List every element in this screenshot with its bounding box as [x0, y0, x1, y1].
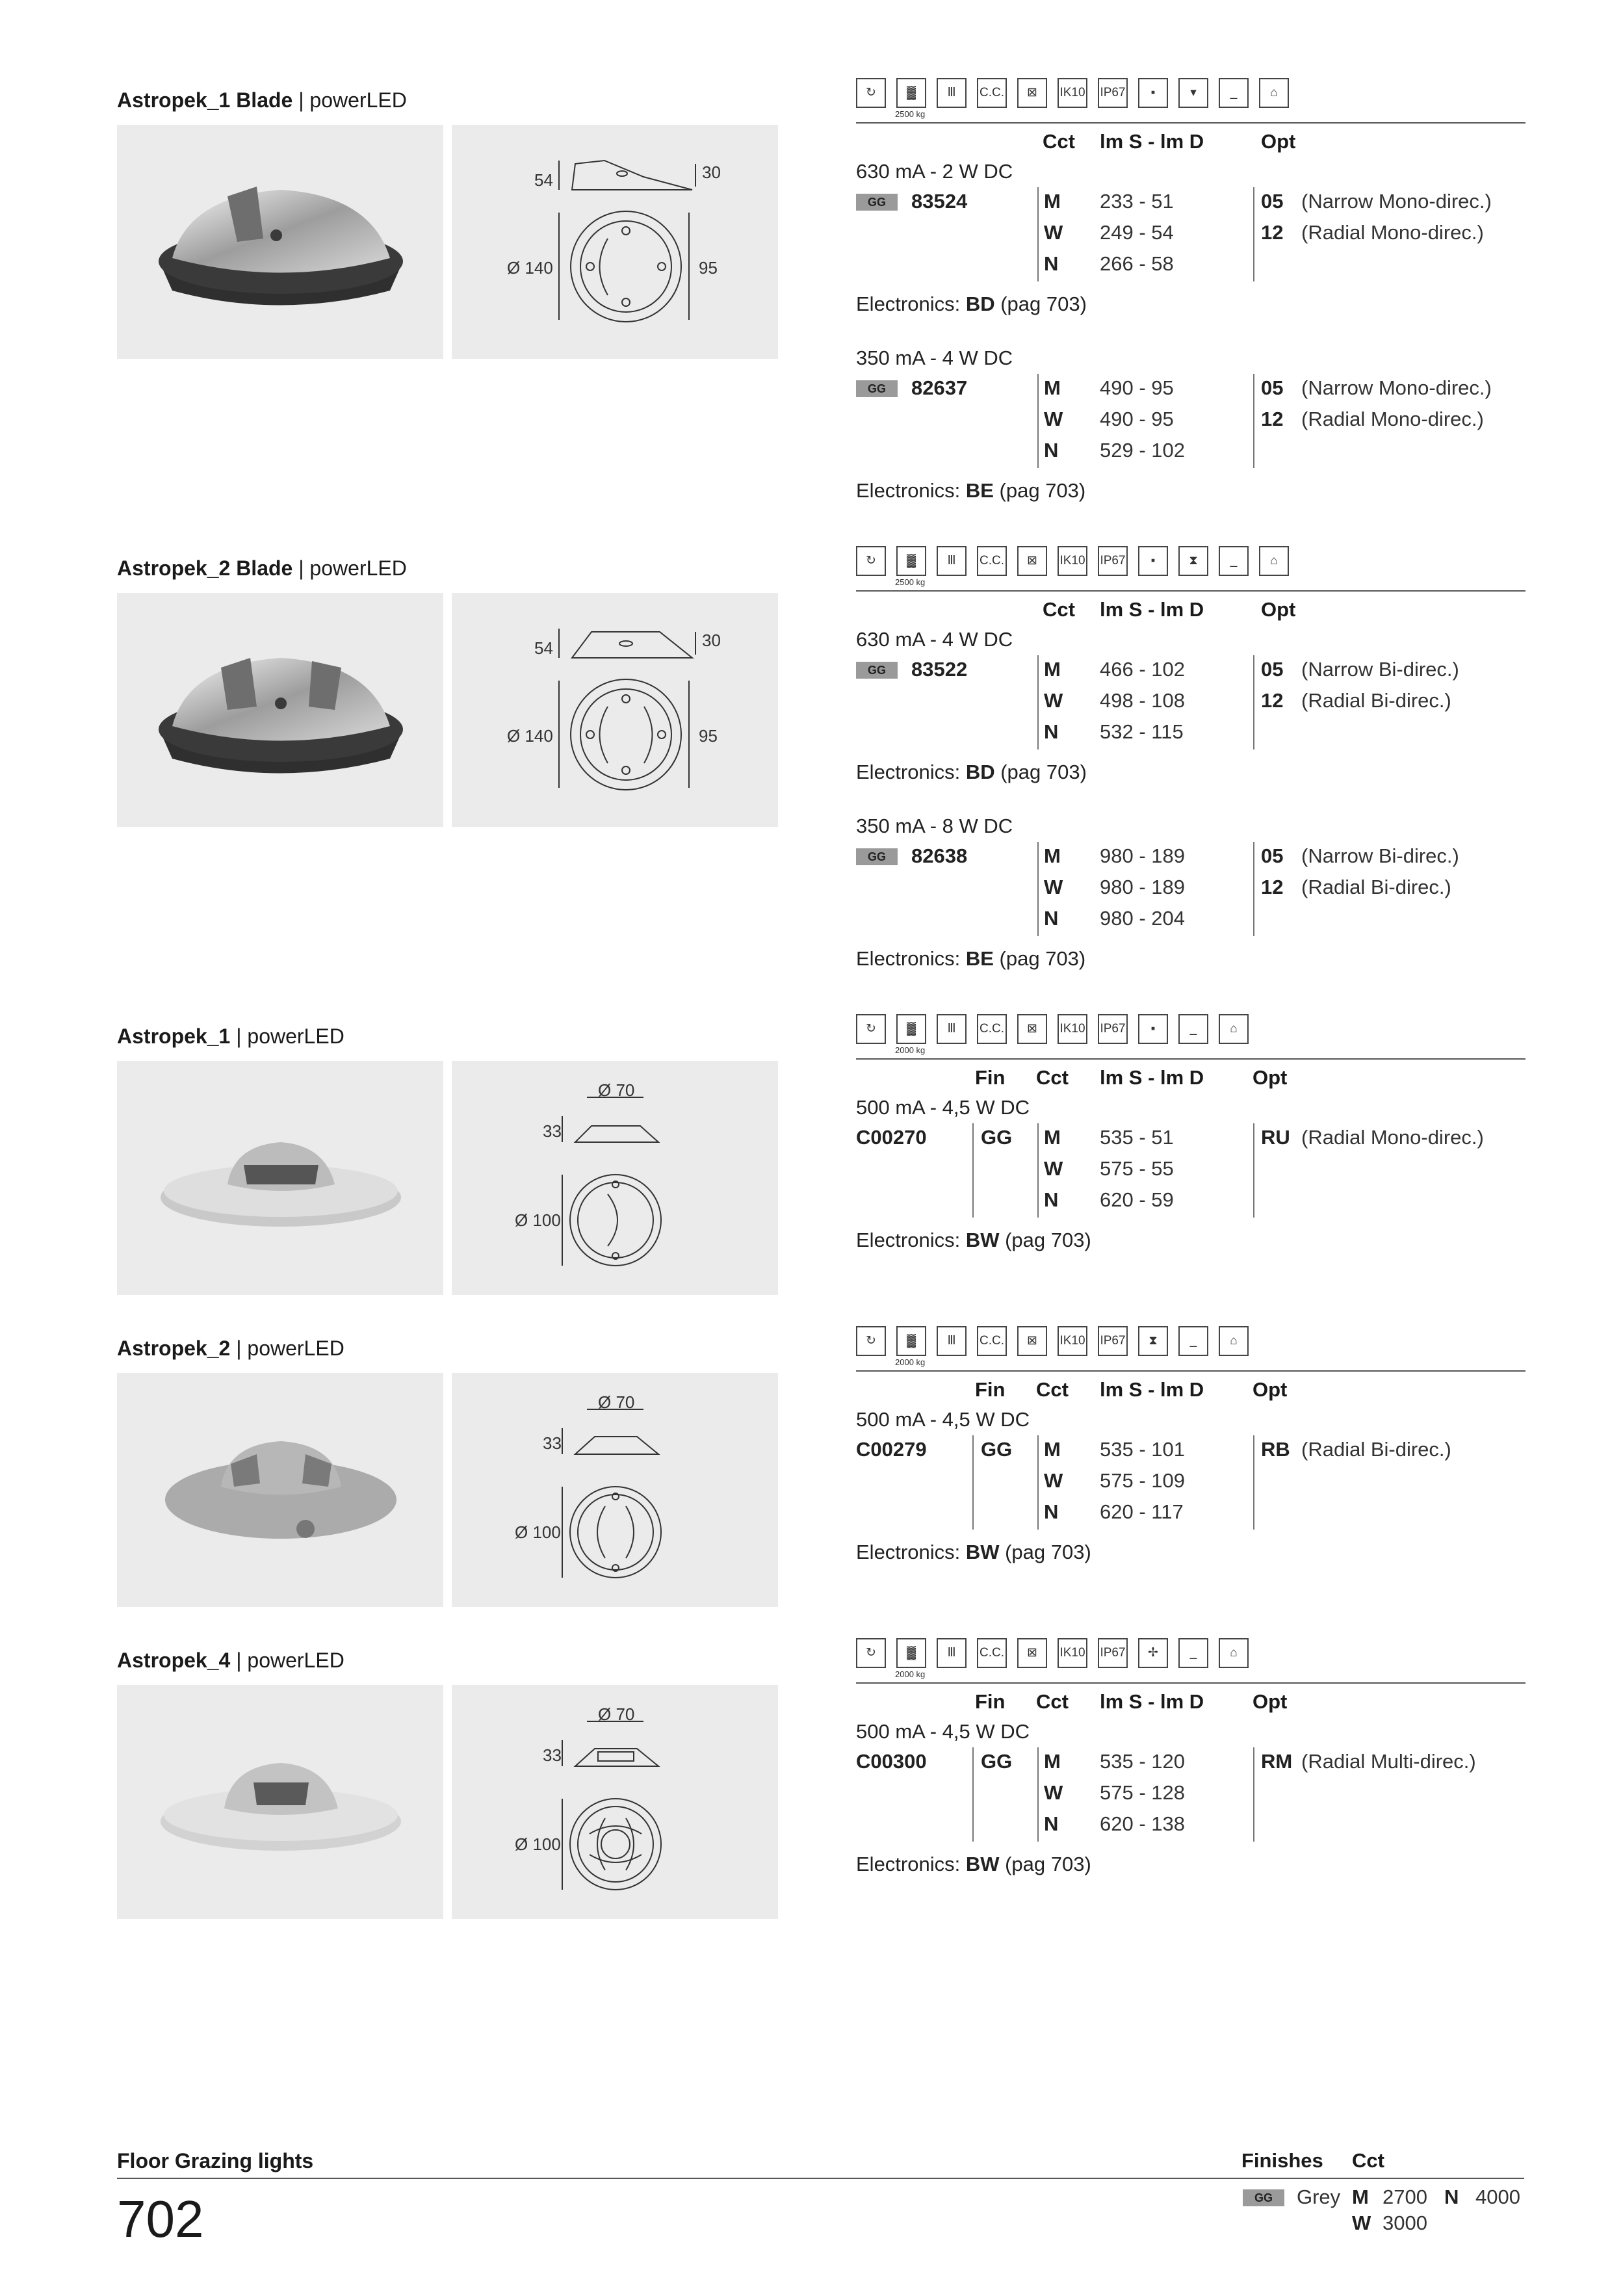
title-separator: |	[230, 1649, 248, 1672]
electronics-label: Electronics:	[856, 1853, 966, 1875]
finish-badge: GG	[856, 194, 898, 211]
cct-code: M	[1044, 376, 1061, 399]
outdoor-icon: ⌂	[1219, 1014, 1249, 1044]
blade-luminaire-image	[117, 125, 443, 359]
lumen-value: 532 - 115	[1100, 720, 1184, 743]
electronics-label: Electronics:	[856, 1229, 966, 1251]
electronics-line	[856, 479, 1085, 502]
dim-diameter: Ø 140	[507, 258, 553, 278]
technical-drawing	[452, 593, 778, 827]
electronics-line	[856, 1853, 1091, 1876]
max-load-label: 2500 kg	[895, 577, 926, 587]
electronics-label: Electronics:	[856, 1541, 966, 1563]
current-power: 500 mA - 4,5 W DC	[856, 1720, 1030, 1743]
lumen-value: 498 - 108	[1100, 689, 1185, 712]
col-cct: Cct	[1036, 1378, 1069, 1401]
rotation-icon: ↻	[856, 1638, 886, 1668]
dim-width: 30	[702, 163, 721, 182]
outdoor-icon: ⌂	[1259, 78, 1289, 108]
optic-code: RB	[1261, 1438, 1290, 1461]
current-power: 630 mA - 4 W DC	[856, 628, 1013, 651]
ip67-icon: IP67	[1098, 78, 1128, 108]
luminaire-image	[117, 1685, 443, 1919]
ground-install-icon: _	[1178, 1638, 1208, 1668]
ip67-icon: IP67	[1098, 1326, 1128, 1356]
rotation-icon: ↻	[856, 1326, 886, 1356]
electronics-line	[856, 293, 1087, 316]
cct-value: 4000	[1475, 2185, 1520, 2208]
dim-top-diameter: Ø 70	[598, 1704, 635, 1724]
class-iii-icon: Ⅲ	[937, 1638, 967, 1668]
lumen-value: 535 - 101	[1100, 1438, 1185, 1461]
cct-code: N	[1044, 439, 1059, 462]
section-title: Floor Grazing lights	[117, 2149, 314, 2172]
electronics-line	[856, 761, 1087, 784]
dim-diameter: Ø 100	[515, 1210, 561, 1230]
electronics-code: BD	[965, 761, 995, 783]
col-fin: Fin	[975, 1066, 1006, 1089]
mono-emission-icon: ▪	[1138, 1014, 1168, 1044]
electronics-page: (pag 703)	[993, 479, 1086, 502]
ground-install-icon: _	[1178, 1014, 1208, 1044]
lumen-value: 620 - 117	[1100, 1500, 1184, 1523]
electronics-label: Electronics:	[856, 761, 966, 783]
lumen-value: 980 - 189	[1100, 844, 1185, 867]
electronics-line	[856, 947, 1085, 971]
finish-code: GG	[981, 1438, 1013, 1461]
col-fin: Fin	[975, 1378, 1006, 1401]
dim-diameter: Ø 140	[507, 726, 553, 746]
ground-install-icon: _	[1219, 78, 1249, 108]
electronics-page: (pag 703)	[994, 293, 1087, 315]
cc-icon: C.C.	[977, 78, 1007, 108]
cc-icon: C.C.	[977, 1326, 1007, 1356]
product-code: 83522	[911, 658, 968, 681]
title-separator: |	[292, 88, 310, 112]
optic-desc: (Narrow Bi-direc.)	[1301, 844, 1459, 867]
col-cct: Cct	[1036, 1690, 1069, 1713]
col-cct: Cct	[1043, 598, 1075, 621]
ip67-icon: IP67	[1098, 1638, 1128, 1668]
col-lm: lm S - lm D	[1100, 598, 1204, 621]
product-code: 82638	[911, 844, 968, 867]
product-title	[117, 1337, 344, 1361]
cc-icon: C.C.	[977, 546, 1007, 576]
electronics-code: BW	[965, 1853, 1000, 1875]
electronics-page: (pag 703)	[994, 761, 1087, 783]
cct-value: 2700	[1383, 2185, 1427, 2208]
product-code: C00270	[856, 1126, 927, 1149]
load-bearing-icon: ▓	[896, 546, 926, 576]
electronics-page: (pag 703)	[999, 1541, 1091, 1563]
no-cover-icon: ⊠	[1017, 1326, 1047, 1356]
optic-desc: (Radial Multi-direc.)	[1301, 1750, 1476, 1773]
multi-emission-icon: ✢	[1138, 1638, 1168, 1668]
mono-emission-icon: ▪	[1138, 546, 1168, 576]
dim-top-diameter: Ø 70	[598, 1080, 635, 1100]
product-name: Astropek_2	[117, 1337, 231, 1360]
luminaire-image	[117, 1373, 443, 1607]
product-title	[117, 88, 407, 112]
cct-code: M	[1044, 190, 1061, 213]
bi-emission-icon: ⧗	[1178, 546, 1208, 576]
optic-desc: (Radial Mono-direc.)	[1301, 1126, 1484, 1149]
current-power: 500 mA - 4,5 W DC	[856, 1408, 1030, 1431]
col-opt: Opt	[1261, 130, 1296, 153]
electronics-code: BW	[965, 1229, 1000, 1251]
optic-desc: (Radial Mono-direc.)	[1301, 221, 1484, 244]
product-name: Astropek_4	[117, 1649, 231, 1672]
electronics-label: Electronics:	[856, 293, 966, 315]
title-separator: |	[230, 1337, 248, 1360]
lumen-value: 980 - 204	[1100, 907, 1185, 930]
cct-code: N	[1444, 2185, 1459, 2208]
optic-code: 05	[1261, 844, 1284, 867]
load-bearing-icon: ▓	[896, 1638, 926, 1668]
lumen-value: 535 - 120	[1100, 1750, 1185, 1773]
dim-height: 33	[543, 1121, 562, 1141]
optic-code: 12	[1261, 876, 1284, 898]
optic-code: 12	[1261, 689, 1284, 712]
ip67-icon: IP67	[1098, 1014, 1128, 1044]
cct-code: M	[1352, 2185, 1369, 2208]
dim-height: 33	[543, 1745, 562, 1765]
electronics-page: (pag 703)	[999, 1853, 1091, 1875]
product-tech: powerLED	[247, 1024, 344, 1048]
electronics-label: Electronics:	[856, 947, 966, 970]
product-code: C00279	[856, 1438, 927, 1461]
rotation-icon: ↻	[856, 78, 886, 108]
product-photo	[117, 1061, 443, 1295]
lumen-value: 529 - 102	[1100, 439, 1185, 462]
ik10-icon: IK10	[1058, 546, 1087, 576]
electronics-code: BD	[965, 293, 995, 315]
cct-code: M	[1044, 1126, 1061, 1149]
max-load-label: 2000 kg	[895, 1669, 926, 1679]
product-code: 82637	[911, 376, 968, 399]
ground-install-icon: _	[1219, 546, 1249, 576]
dim-diameter: Ø 100	[515, 1834, 561, 1854]
finish-code: GG	[981, 1126, 1013, 1149]
product-tech: powerLED	[309, 88, 407, 112]
lumen-value: 980 - 189	[1100, 876, 1185, 898]
outdoor-icon: ⌂	[1259, 546, 1289, 576]
electronics-label: Electronics:	[856, 479, 966, 502]
cct-code: W	[1044, 408, 1063, 430]
dim-depth: 95	[699, 258, 718, 278]
dim-diameter: Ø 100	[515, 1522, 561, 1542]
col-opt: Opt	[1253, 1066, 1288, 1089]
max-load-label: 2500 kg	[895, 109, 926, 119]
optic-code: 05	[1261, 376, 1284, 399]
product-name: Astropek_1	[117, 1024, 231, 1048]
cct-code: N	[1044, 252, 1059, 275]
class-iii-icon: Ⅲ	[937, 1014, 967, 1044]
cct-code: W	[1044, 1469, 1063, 1492]
finish-badge: GG	[856, 380, 898, 397]
load-bearing-icon: ▓	[896, 1326, 926, 1356]
dim-depth: 95	[699, 726, 718, 746]
no-cover-icon: ⊠	[1017, 1014, 1047, 1044]
dimension-drawing-image	[452, 125, 778, 359]
electronics-page: (pag 703)	[999, 1229, 1091, 1251]
ik10-icon: IK10	[1058, 78, 1087, 108]
finish-badge: GG	[856, 662, 898, 679]
product-code: C00300	[856, 1750, 927, 1773]
product-photo	[117, 125, 443, 359]
optic-code: 05	[1261, 658, 1284, 681]
blade-luminaire-image	[117, 593, 443, 827]
cct-code: W	[1044, 1781, 1063, 1804]
no-cover-icon: ⊠	[1017, 546, 1047, 576]
optic-desc: (Radial Bi-direc.)	[1301, 689, 1451, 712]
no-cover-icon: ⊠	[1017, 78, 1047, 108]
col-opt: Opt	[1253, 1690, 1288, 1713]
col-lm: lm S - lm D	[1100, 1378, 1204, 1401]
finishes-header: Finishes	[1241, 2149, 1323, 2172]
cct-code: W	[1044, 221, 1063, 244]
finish-code: GG	[981, 1750, 1013, 1773]
title-separator: |	[292, 556, 310, 580]
optic-desc: (Radial Bi-direc.)	[1301, 1438, 1451, 1461]
current-power: 500 mA - 4,5 W DC	[856, 1096, 1030, 1119]
cct-code: N	[1044, 907, 1059, 930]
lumen-value: 266 - 58	[1100, 252, 1174, 275]
product-tech: powerLED	[247, 1649, 344, 1672]
page-number: 702	[117, 2190, 204, 2248]
optic-desc: (Narrow Bi-direc.)	[1301, 658, 1459, 681]
product-code: 83524	[911, 190, 968, 213]
cct-code: W	[1044, 689, 1063, 712]
ik10-icon: IK10	[1058, 1326, 1087, 1356]
lumen-value: 233 - 51	[1100, 190, 1174, 213]
outdoor-icon: ⌂	[1219, 1638, 1249, 1668]
cct-code: W	[1044, 876, 1063, 898]
mono-emission-icon: ▪	[1138, 78, 1168, 108]
cct-code: N	[1044, 1500, 1059, 1523]
col-cct: Cct	[1036, 1066, 1069, 1089]
col-lm: lm S - lm D	[1100, 130, 1204, 153]
max-load-label: 2000 kg	[895, 1045, 926, 1055]
cct-code: M	[1044, 1750, 1061, 1773]
cct-code: N	[1044, 720, 1059, 743]
product-photo	[117, 593, 443, 827]
lumen-value: 575 - 109	[1100, 1469, 1185, 1492]
optic-code: 05	[1261, 190, 1284, 213]
product-tech: powerLED	[309, 556, 407, 580]
product-name: Astropek_1 Blade	[117, 88, 293, 112]
cct-code: M	[1044, 844, 1061, 867]
technical-drawing	[452, 125, 778, 359]
no-cover-icon: ⊠	[1017, 1638, 1047, 1668]
dim-height: 54	[534, 638, 553, 658]
lumen-value: 620 - 59	[1100, 1188, 1174, 1211]
col-lm: lm S - lm D	[1100, 1066, 1204, 1089]
cct-code: W	[1044, 1157, 1063, 1180]
technical-drawing	[452, 1373, 778, 1607]
product-title	[117, 556, 407, 581]
col-opt: Opt	[1261, 598, 1296, 621]
dim-height: 33	[543, 1433, 562, 1453]
lumen-value: 535 - 51	[1100, 1126, 1174, 1149]
outdoor-icon: ⌂	[1219, 1326, 1249, 1356]
optic-code: RU	[1261, 1126, 1290, 1149]
technical-drawing	[452, 1685, 778, 1919]
ik10-icon: IK10	[1058, 1014, 1087, 1044]
cct-header: Cct	[1352, 2149, 1384, 2172]
dim-top-diameter: Ø 70	[598, 1392, 635, 1412]
optic-code: 12	[1261, 408, 1284, 430]
optic-code: RM	[1261, 1750, 1293, 1773]
finish-badge: GG	[856, 848, 898, 865]
max-load-label: 2000 kg	[895, 1357, 926, 1367]
cct-code: N	[1044, 1812, 1059, 1835]
col-cct: Cct	[1043, 130, 1075, 153]
load-bearing-icon: ▓	[896, 1014, 926, 1044]
cc-icon: C.C.	[977, 1638, 1007, 1668]
ik10-icon: IK10	[1058, 1638, 1087, 1668]
ground-install-icon: _	[1178, 1326, 1208, 1356]
electronics-code: BW	[965, 1541, 1000, 1563]
dim-width: 30	[702, 631, 721, 650]
product-tech: powerLED	[247, 1337, 344, 1360]
dimension-drawing-image	[452, 593, 778, 827]
technical-drawing	[452, 1061, 778, 1295]
ip67-icon: IP67	[1098, 546, 1128, 576]
col-lm: lm S - lm D	[1100, 1690, 1204, 1713]
class-iii-icon: Ⅲ	[937, 78, 967, 108]
col-opt: Opt	[1253, 1378, 1288, 1401]
emission-pattern-icon: ▾	[1178, 78, 1208, 108]
finish-name: Grey	[1297, 2185, 1341, 2208]
optic-desc: (Radial Mono-direc.)	[1301, 408, 1484, 430]
lumen-value: 620 - 138	[1100, 1812, 1185, 1835]
cct-code: M	[1044, 658, 1061, 681]
electronics-line	[856, 1229, 1091, 1252]
optic-code: 12	[1261, 221, 1284, 244]
cc-icon: C.C.	[977, 1014, 1007, 1044]
electronics-line	[856, 1541, 1091, 1564]
lumen-value: 249 - 54	[1100, 221, 1174, 244]
lumen-value: 575 - 55	[1100, 1157, 1174, 1180]
rotation-icon: ↻	[856, 1014, 886, 1044]
optic-desc: (Narrow Mono-direc.)	[1301, 376, 1492, 399]
current-power: 350 mA - 8 W DC	[856, 815, 1013, 837]
dim-height: 54	[534, 170, 553, 190]
product-title	[117, 1024, 344, 1049]
footer-divider	[117, 2178, 1524, 2179]
cct-value: 3000	[1383, 2211, 1427, 2234]
rotation-icon: ↻	[856, 546, 886, 576]
title-separator: |	[230, 1024, 248, 1048]
current-power: 630 mA - 2 W DC	[856, 160, 1013, 183]
cct-code: W	[1352, 2211, 1371, 2234]
electronics-code: BE	[965, 479, 994, 502]
luminaire-image	[117, 1061, 443, 1295]
product-photo	[117, 1373, 443, 1607]
product-name: Astropek_2 Blade	[117, 556, 293, 580]
load-bearing-icon: ▓	[896, 78, 926, 108]
finish-badge: GG	[1243, 2189, 1284, 2206]
bi-emission-icon: ⧗	[1138, 1326, 1168, 1356]
lumen-value: 490 - 95	[1100, 408, 1174, 430]
product-title	[117, 1649, 344, 1673]
product-photo	[117, 1685, 443, 1919]
optic-desc: (Narrow Mono-direc.)	[1301, 190, 1492, 213]
class-iii-icon: Ⅲ	[937, 546, 967, 576]
lumen-value: 490 - 95	[1100, 376, 1174, 399]
electronics-page: (pag 703)	[993, 947, 1086, 970]
col-fin: Fin	[975, 1690, 1006, 1713]
current-power: 350 mA - 4 W DC	[856, 346, 1013, 369]
optic-desc: (Radial Bi-direc.)	[1301, 876, 1451, 898]
lumen-value: 575 - 128	[1100, 1781, 1185, 1804]
class-iii-icon: Ⅲ	[937, 1326, 967, 1356]
cct-code: M	[1044, 1438, 1061, 1461]
electronics-code: BE	[965, 947, 994, 970]
lumen-value: 466 - 102	[1100, 658, 1185, 681]
cct-code: N	[1044, 1188, 1059, 1211]
